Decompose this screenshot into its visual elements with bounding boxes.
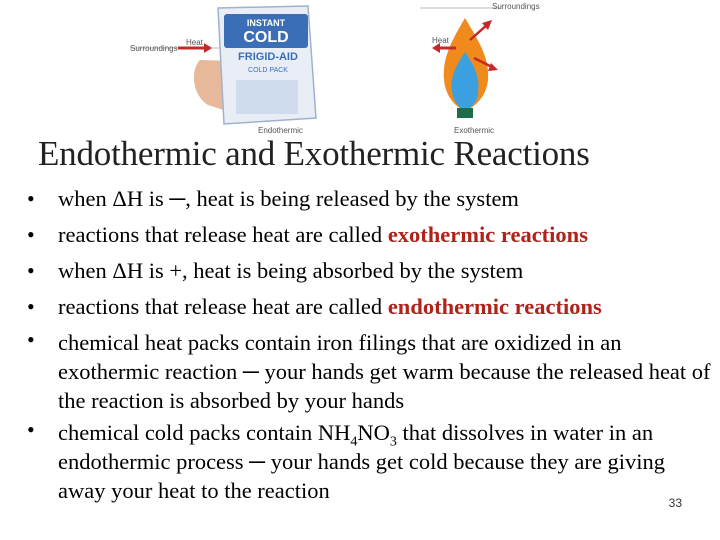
bullet-text: NO	[357, 420, 390, 445]
heat-arrowhead-in	[204, 43, 212, 53]
bullet-list	[0, 181, 720, 505]
endothermic-caption: Endothermic	[258, 126, 303, 135]
bullet-marker: •	[27, 327, 35, 352]
reaction-illustration	[120, 0, 540, 140]
heat-arrowhead-right	[488, 63, 498, 71]
pack-line4: COLD PACK	[248, 67, 288, 74]
bullet-text: that dissolves in water in an endothermic process ─ your hands get cold because they are giving away your heat to the reaction	[58, 420, 665, 503]
bullet-text: when ΔH is ─, heat is being released by the system	[58, 186, 519, 211]
right-heat-label: Heat	[432, 36, 449, 45]
subscript: 3	[389, 434, 397, 450]
bullet-marker: •	[27, 186, 35, 211]
bullet-item	[0, 325, 720, 415]
bullet-marker: •	[27, 222, 35, 247]
bullet-text: reactions that release heat are called	[58, 222, 388, 247]
bullet-item	[0, 217, 720, 253]
flame-panel	[420, 8, 500, 118]
left-surroundings-label: Surroundings	[130, 44, 178, 53]
pack-line2: COLD	[243, 29, 289, 46]
bullet-highlight: exothermic reactions	[387, 222, 588, 247]
pack-line3: FRIGID-AID	[238, 51, 298, 63]
slide-title: Endothermic and Exothermic Reactions	[38, 134, 590, 173]
bullet-item	[0, 415, 720, 505]
bullet-item	[0, 289, 720, 325]
right-surroundings-label: Surroundings	[492, 2, 540, 11]
bullet-text: when ΔH is +, heat is being absorbed by the system	[58, 258, 524, 283]
bullet-marker: •	[27, 294, 35, 319]
exothermic-caption: Exothermic	[454, 126, 495, 135]
pack-line1: INSTANT	[246, 18, 286, 28]
bullet-item	[0, 253, 720, 289]
subscript: 4	[350, 434, 358, 450]
left-heat-label: Heat	[186, 38, 203, 47]
bullet-text: reactions that release heat are called	[58, 294, 388, 319]
bullet-text: chemical heat packs contain iron filings that are oxidized in an exothermic reaction ─ your hands get warm because the released heat of the reaction is absorbed by your hands	[58, 330, 711, 413]
bullet-marker: •	[27, 258, 35, 283]
bullet-item	[0, 181, 720, 217]
bullet-text: chemical cold packs contain NH	[58, 420, 351, 445]
illustration-graphic	[120, 0, 510, 140]
burner-shape	[457, 108, 473, 118]
pack-instructions	[236, 80, 298, 114]
bullet-highlight: endothermic reactions	[387, 294, 602, 319]
bullet-marker: •	[27, 417, 35, 442]
cold-pack-panel	[130, 6, 316, 124]
page-number: 33	[668, 496, 682, 510]
